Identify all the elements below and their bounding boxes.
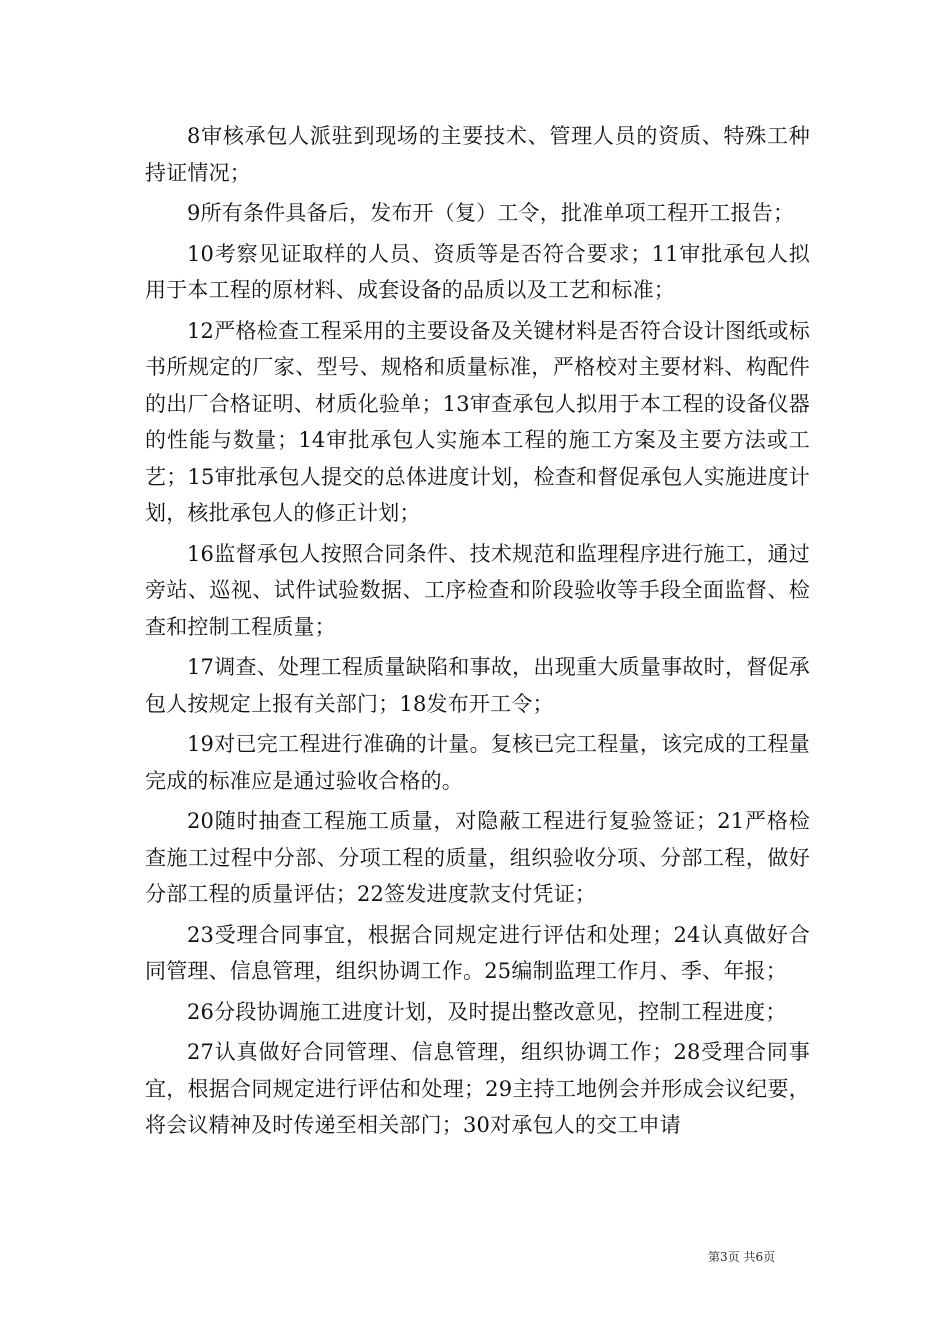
paragraph-10: 10考察见证取样的人员、资质等是否符合要求；11审批承包人拟用于本工程的原材料、成套设备的品质以及工艺和标准； (145, 241, 810, 302)
paragraph-26: 26分段协调施工进度计划，及时提出整改意见，控制工程进度； (187, 999, 787, 1024)
page-number-footer: 第3页 共6页 (708, 1250, 776, 1264)
paragraph-20: 20随时抽查工程施工质量，对隐蔽工程进行复验签证；21严格检查施工过程中分部、分项工程的质量，组织验收分项、分部工程，做好分部工程的质量评估；22签发进度款支付凭证； (145, 809, 810, 906)
paragraph-17: 17调查、处理工程质量缺陷和事故，出现重大质量事故时，督促承包人按规定上报有关部门；18发布开工令； (145, 655, 810, 716)
document-body (145, 118, 810, 1148)
paragraph-19: 19对已完工程进行准确的计量。复核已完工程量，该完成的工程量完成的标准应是通过验收合格的。 (145, 732, 810, 793)
paragraph-16: 16监督承包人按照合同条件、技术规范和监理程序进行施工，通过旁站、巡视、试件试验数据、工序检查和阶段验收等手段全面监督、检查和控制工程质量； (145, 541, 810, 639)
paragraph-23: 23受理合同事宜，根据合同规定进行评估和处理；24认真做好合同管理、信息管理，组织协调工作。25编制监理工作月、季、年报； (145, 922, 810, 983)
paragraph-8: 8审核承包人派驻到现场的主要技术、管理人员的资质、特殊工种持证情况； (145, 124, 810, 185)
paragraph-27: 27认真做好合同管理、信息管理，组织协调工作；28受理合同事宜，根据合同规定进行评估和处理；29主持工地例会并形成会议纪要，将会议精神及时传递至相关部门；30对承包人的交工申请 (145, 1040, 810, 1137)
paragraph-9: 9所有条件具备后，发布开（复）工令，批准单项工程开工报告； (187, 201, 795, 225)
paragraph-12: 12严格检查工程采用的主要设备及关键材料是否符合设计图纸或标书所规定的厂家、型号、规格和质量标准，严格校对主要材料、构配件的出厂合格证明、材质化验单；13审查承包人拟用于本工程的设备仪器的性能与数量；14审批承包人实施本工程的施工方案及主要方法或工艺；15审批承包人提交的总体进度计划，检查和督促承包人实施进度计划，核批承包人的修正计划； (145, 318, 810, 525)
